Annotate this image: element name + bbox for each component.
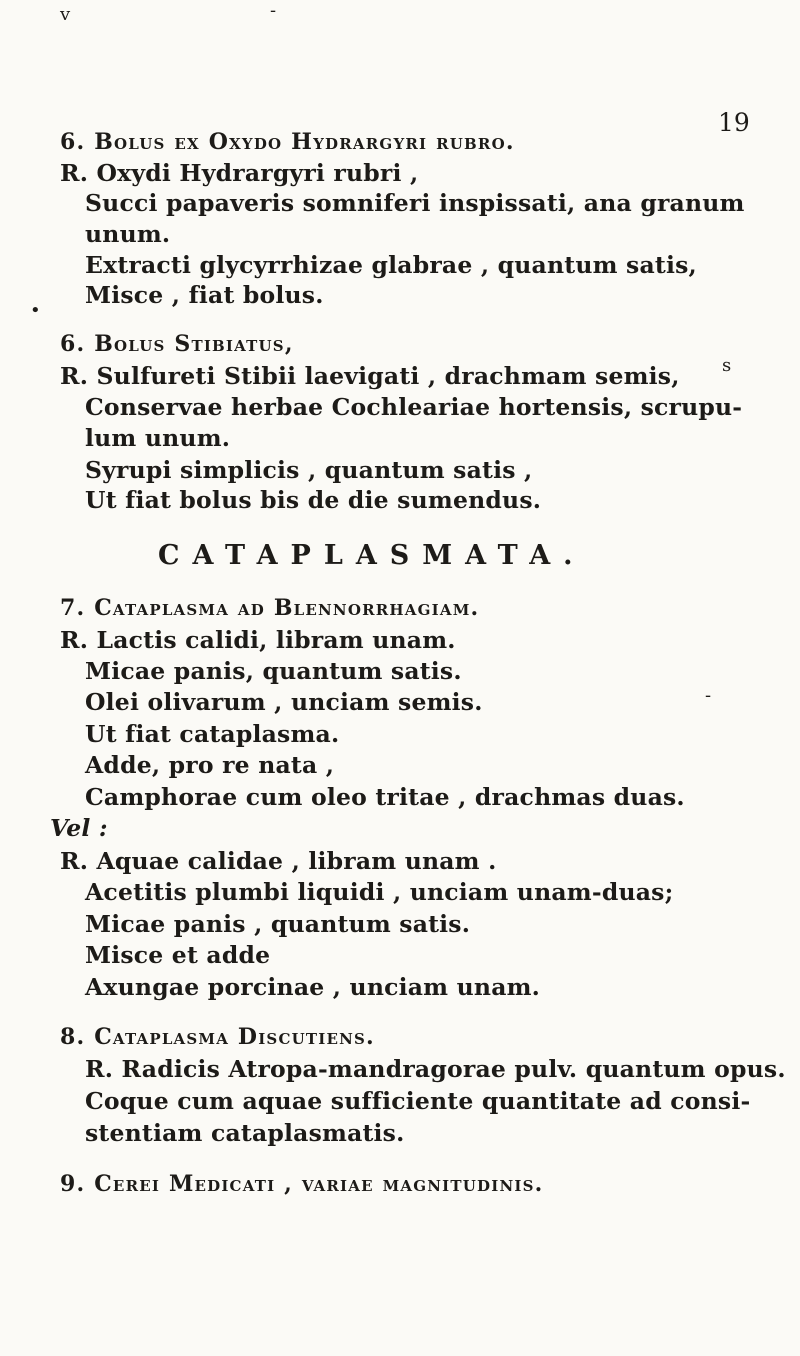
recipe-line: Olei olivarum , unciam semis. [85,688,483,716]
recipe-line: Extracti glycyrrhizae glabrae , quantum satis, [85,251,697,279]
margin-mark: - [705,685,712,706]
recipe-line: Coque cum aquae sufficiente quantitate ad consi- [85,1087,751,1115]
recipe-line: Syrupi simplicis , quantum satis , [85,456,533,484]
margin-mark: v [60,4,71,25]
recipe-alternative-label: Vel : [50,814,108,842]
margin-mark: • [30,300,41,321]
recipe-heading: 7. Cataplasma ad Blennorrhagiam. [60,595,480,621]
recipe-line: Micae panis, quantum satis. [85,657,462,685]
recipe-line: R. Sulfureti Stibii laevigati , drachmam semis, [60,362,680,390]
recipe-line: R. Aquae calidae , libram unam . [60,847,497,875]
recipe-line: Acetitis plumbi liquidi , unciam unam-duas; [85,878,674,906]
recipe-line: R. Radicis Atropa-mandragorae pulv. quantum opus. [85,1055,786,1083]
recipe-line: Misce , fiat bolus. [85,281,324,309]
page-number: 19 [718,108,750,137]
margin-mark: s [722,355,732,376]
recipe-line: R. Lactis calidi, libram unam. [60,626,456,654]
recipe-line: Ut fiat cataplasma. [85,720,340,748]
recipe-heading: 8. Cataplasma Discutiens. [60,1024,375,1050]
recipe-line: Axungae porcinae , unciam unam. [85,973,541,1001]
recipe-line: Ut fiat bolus bis de die sumendus. [85,486,542,514]
margin-mark: - [270,0,277,21]
section-title: CATAPLASMATA. [158,540,586,571]
recipe-line: Camphorae cum oleo tritae , drachmas duas. [85,783,685,811]
recipe-line: Micae panis , quantum satis. [85,910,471,938]
recipe-heading: 6. Bolus Stibiatus, [60,331,294,357]
recipe-line: Succi papaveris somniferi inspissati, ana granum [85,189,745,217]
recipe-line: R. Oxydi Hydrargyri rubri , [60,159,419,187]
recipe-line: unum. [85,220,171,248]
recipe-heading: 6. Bolus ex Oxydo Hydrargyri rubro. [60,129,515,155]
recipe-line: stentiam cataplasmatis. [85,1119,405,1147]
recipe-line: Conservae herbae Cochleariae hortensis, scrupu- [85,393,743,421]
recipe-line: Adde, pro re nata , [85,751,335,779]
recipe-line: Misce et adde [85,941,271,969]
recipe-line: lum unum. [85,424,231,452]
recipe-heading: 9. Cerei Medicati , variae magnitudinis. [60,1171,544,1197]
